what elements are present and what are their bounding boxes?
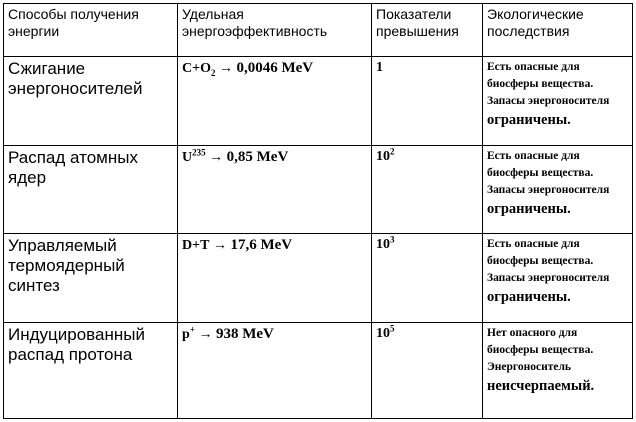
header-cell-ratio [372,4,483,57]
method-text: Сжигание энергоносителей [8,59,143,98]
method-text: Распад атомных ядер [8,148,138,187]
method-cell [4,146,178,234]
table-row [4,146,633,234]
ecology-emphasis: ограничены. [487,112,571,128]
ratio-base: 10 [376,326,390,341]
ecology-cell [483,146,633,234]
formula-value: 0,0046 MeV [236,60,314,76]
formula [182,236,367,255]
ratio-cell [372,323,483,419]
table-header-row [4,4,633,57]
header-cell-method [4,4,178,57]
formula-sub: 2 [210,67,216,78]
efficiency-cell [178,146,372,234]
arrow-icon: → [215,61,237,76]
formula-pre: U [182,150,193,165]
arrow-icon: → [209,238,231,253]
header-ecology: Экологические последствия [487,6,584,39]
method-text: Управляемый термоядерный синтез [8,236,125,295]
ecology-emphasis: неисчерпаемый. [487,378,595,394]
ratio-exp: 3 [390,234,395,245]
ecology-body: Есть опасные для биосферы вещества. Запасы энергоносителя [487,150,610,196]
formula-value: 938 MeV [215,326,274,342]
ratio-base: 10 [376,237,390,252]
header-efficiency: Удельная энергоэффективность [182,6,328,39]
ratio [376,148,478,166]
method-text: Индуцированный распад протона [8,325,145,364]
efficiency-cell [178,323,372,419]
method-cell [4,323,178,419]
formula-value: 0,85 MeV [226,149,289,165]
formula [182,148,367,167]
formula-pre: D+T [182,238,210,253]
ecology-cell [483,234,633,323]
ecology-text [487,148,628,219]
energy-comparison-table [3,3,633,419]
ecology-emphasis: ограничены. [487,201,571,217]
formula-pre: p [182,327,190,342]
ecology-text [487,59,628,130]
formula [182,325,367,344]
ecology-emphasis: ограничены. [487,289,571,305]
ratio-base: 10 [376,149,390,164]
ratio-cell [372,234,483,323]
ratio [376,236,478,254]
ratio-cell [372,146,483,234]
formula-sup: + [189,324,195,335]
header-method: Способы получения энергии [8,6,139,39]
ecology-body: Нет опасного для биосферы вещества. Энергоноситель [487,327,594,373]
efficiency-cell [178,57,372,146]
table-row [4,234,633,323]
table-row [4,323,633,419]
ecology-body: Есть опасные для биосферы вещества. Запасы энергоносителя [487,61,610,107]
ratio-exp: 2 [390,146,395,157]
formula-value: 17,6 MeV [230,237,293,253]
ratio-exp: 5 [390,323,395,334]
arrow-icon: → [205,150,227,165]
ecology-cell [483,57,633,146]
efficiency-cell [178,234,372,323]
formula [182,59,367,78]
ratio-base: 1 [376,60,383,75]
arrow-icon: → [194,327,216,342]
ratio [376,325,478,343]
ratio [376,59,478,77]
ecology-text [487,236,628,307]
ecology-body: Есть опасные для биосферы вещества. Запасы энергоносителя [487,238,610,284]
ecology-cell [483,323,633,419]
formula-sup: 235 [192,147,206,158]
ecology-text [487,325,628,396]
header-cell-efficiency [178,4,372,57]
method-cell [4,57,178,146]
formula-pre: C+O [182,61,211,76]
table-row [4,57,633,146]
ratio-cell [372,57,483,146]
header-cell-ecology [483,4,633,57]
method-cell [4,234,178,323]
header-ratio: Показатели превышения [376,6,459,39]
